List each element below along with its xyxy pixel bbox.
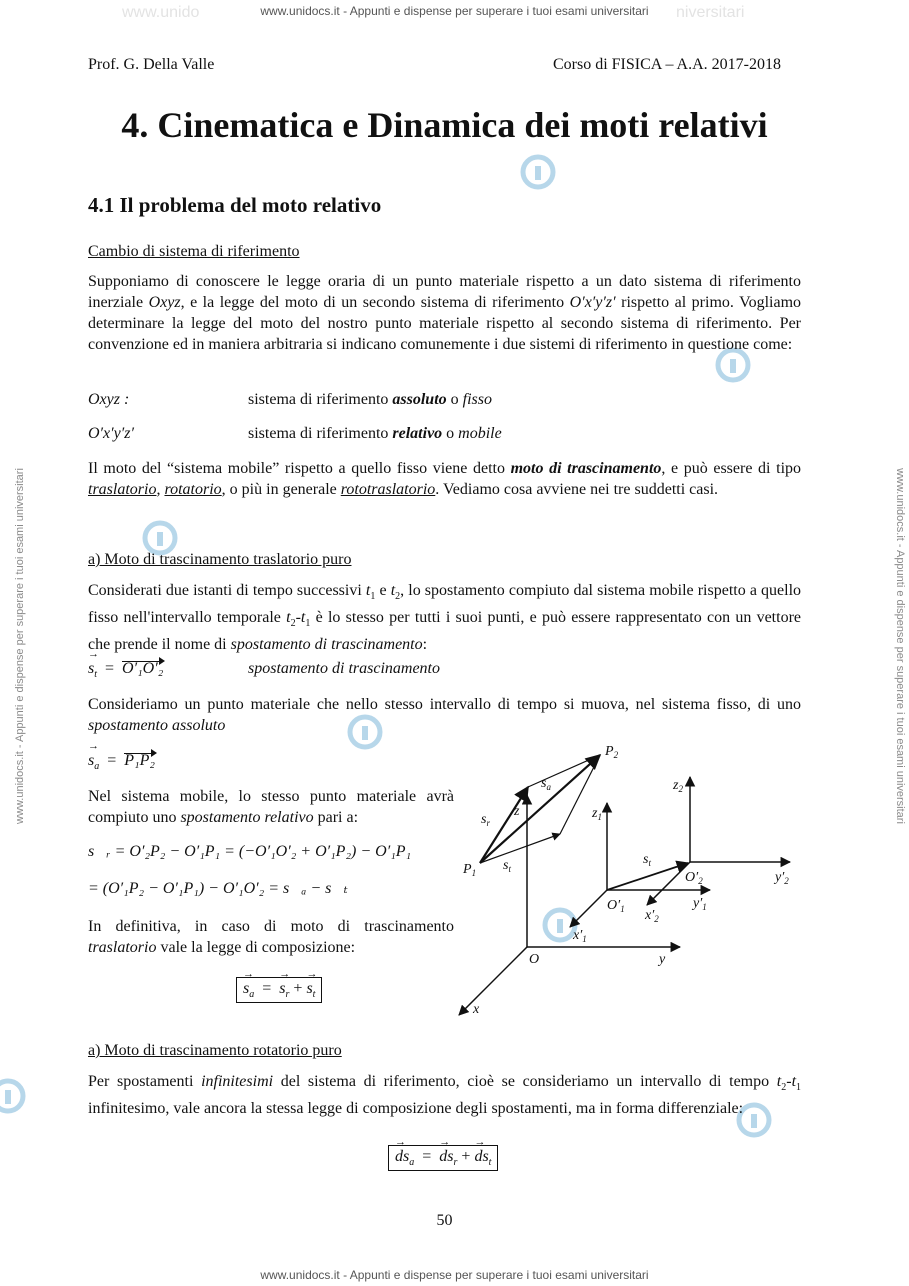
equation-relativo-line2: = (O′₁P₂ − O′₁P₁) − O′₁O′₂ = s⃗ₐ − s⃗ₜ bbox=[88, 880, 348, 897]
label-st-origins: $s_t$ bbox=[643, 852, 651, 868]
chapter-title: 4. Cinematica e Dinamica dei moti relativi bbox=[121, 105, 768, 145]
paragraph-intro: Supponiamo di conoscere le legge oraria di un punto materiale rispetto a un dato sistema di riferimento inerziale Oxyz, e la legge del moto di un secondo sistema di riferimento O′x′y′z′ rispetto al primo. Vogliamo determinare la legge del moto del nostro punto materiale rispetto al secondo sistema di riferimento. Per convenzione ed in maniera arbitraria si indicano comunemente i due sistemi di riferimento in questione come: bbox=[88, 273, 802, 353]
label-sa: $s_a$ bbox=[541, 776, 551, 792]
differential-law-box: → $ds_a$ = → $ds_r$ + → $ds_t$ bbox=[388, 1145, 498, 1171]
unidocs-logo-icon bbox=[518, 152, 558, 192]
equation-relativo-line1: s⃗ᵣ = O′₂P₂ − O′₁P₁ = (−O′₁O′₂ + O′₁P₂) − O′₁P₁ bbox=[88, 843, 412, 860]
right-side-watermark: www.unidocs.it - Appunti e dispense per superare i tuoi esami universitari bbox=[894, 468, 906, 824]
paragraph-trascinamento: Il moto del “sistema mobile” rispetto a quello fisso viene detto moto di trascinamento, e può essere di tipo traslatorio, rotatorio, o più in generale rototraslatorio. Vediamo cosa avviene nei tre suddetti casi. bbox=[88, 460, 802, 498]
label-y1: $y'_1$ bbox=[693, 896, 707, 912]
bottom-watermark: www.unidocs.it - Appunti e dispense per superare i tuoi esami universitari bbox=[260, 1268, 649, 1282]
page-number: 50 bbox=[436, 1212, 453, 1229]
left-side-watermark: www.unidocs.it - Appunti e dispense per superare i tuoi esami universitari bbox=[14, 468, 26, 824]
relative-motion-diagram bbox=[445, 735, 805, 1025]
subheading-cambio: Cambio di sistema di riferimento bbox=[88, 243, 300, 260]
label-O: O bbox=[529, 952, 540, 967]
definition-absolute: Oxyz : sistema di riferimento assoluto o fisso bbox=[88, 391, 492, 408]
header-course: Corso di FISICA – A.A. 2017-2018 bbox=[552, 56, 781, 73]
composition-law-box: → $s_a$ = → $s_r$ + → $s_t$ bbox=[236, 977, 322, 1003]
paragraph-assoluto: Consideriamo un punto materiale che nello stesso intervallo di tempo si muova, nel sistema fisso, di uno spostamento assoluto bbox=[88, 696, 801, 734]
label-x2: $x'_2$ bbox=[645, 908, 659, 924]
ghost-watermark-left: www.unido bbox=[122, 4, 200, 21]
paragraph-relativo: Nel sistema mobile, lo stesso punto materiale avrà compiuto uno spostamento relativo pari a: bbox=[88, 788, 454, 826]
paragraph-rotatorio: Per spostamenti infinitesimi del sistema di riferimento, cioè se consideriamo un intervallo di tempo $t_2-t_1$ infinitesimo, vale ancora la stessa legge di composizione degli spostamenti, ma in forma differenziale: bbox=[88, 1073, 802, 1118]
label-x1: $x'_1$ bbox=[573, 928, 587, 944]
label-sr: $s_r$ bbox=[481, 812, 490, 828]
label-z1: $z_1$ bbox=[592, 806, 602, 822]
label-O2: $O'_2$ bbox=[685, 870, 703, 886]
paragraph-traslatorio: Considerati due istanti di tempo successivi $t_1$ e $t_2$, lo spostamento compiuto dal sistema mobile rispetto a quello fisso nell'intervallo temporale $t_2-t_1$ è lo stesso per tutti i suoi punti, e può essere rappresentato con un vettore che prende il nome di spostamento di trascinamento: bbox=[88, 582, 802, 654]
label-y: y bbox=[659, 952, 666, 967]
label-st: $s_t$ bbox=[503, 858, 511, 874]
ghost-watermark-right: niversitari bbox=[676, 4, 745, 21]
label-z2: $z_2$ bbox=[673, 778, 683, 794]
label-z: z bbox=[514, 804, 520, 819]
unidocs-logo-icon bbox=[0, 1076, 28, 1116]
subheading-traslatorio: a) Moto di trascinamento traslatorio puro bbox=[88, 551, 352, 568]
paragraph-composizione: In definitiva, in caso di moto di trascinamento traslatorio vale la legge di composizione: bbox=[88, 918, 454, 956]
label-P2: $P_2$ bbox=[605, 744, 619, 760]
subheading-rotatorio: a) Moto di trascinamento rotatorio puro bbox=[88, 1042, 342, 1059]
definition-relative: O′x′y′z′ sistema di riferimento relativo o mobile bbox=[88, 425, 502, 442]
equation-assoluto: → $s_a = P_1P_2$ bbox=[88, 752, 155, 772]
label-x: x bbox=[473, 1002, 480, 1017]
label-y2: $y'_2$ bbox=[775, 870, 789, 886]
top-watermark: www.unidocs.it - Appunti e dispense per superare i tuoi esami universitari bbox=[260, 4, 649, 18]
label-P1: $P_1$ bbox=[463, 862, 477, 878]
equation-trascinamento: → $s_t = O'_1O'_2$ spostamento di trascinamento bbox=[88, 660, 163, 680]
header-author: Prof. G. Della Valle bbox=[88, 56, 215, 73]
label-O1: $O'_1$ bbox=[607, 898, 625, 914]
section-title: 4.1 Il problema del moto relativo bbox=[88, 193, 382, 217]
